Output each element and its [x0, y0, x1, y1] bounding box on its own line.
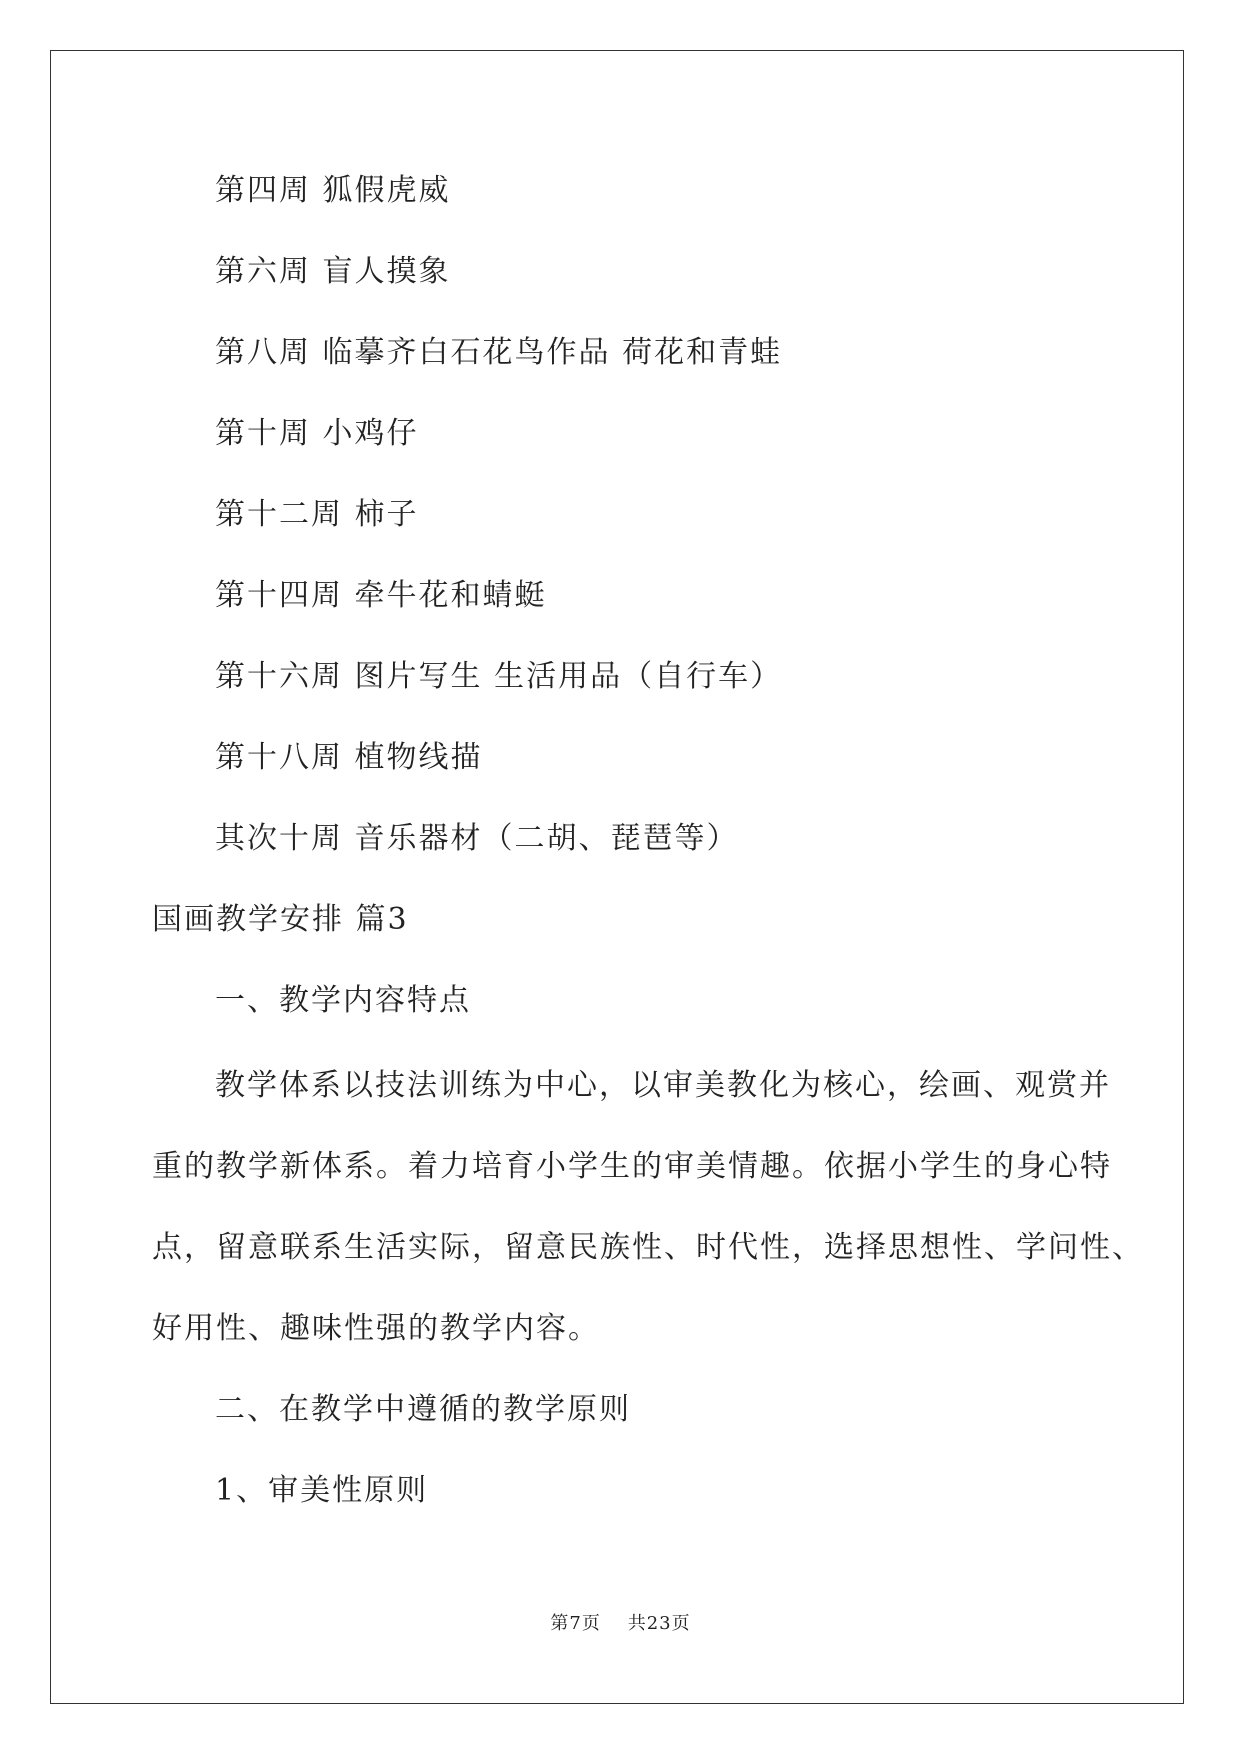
week4-schedule-line: 第四周 狐假虎威 — [215, 173, 451, 208]
paragraph-line-2: 重的教学新体系。着力培育小学生的审美情趣。依据小学生的身心特 — [152, 1149, 1112, 1184]
paragraph-line-1: 教学体系以技法训练为中心，以审美教化为核心，绘画、观赏并 — [215, 1068, 1111, 1103]
page-border — [50, 50, 1184, 1704]
subheading-content-features: 一、教学内容特点 — [215, 983, 471, 1018]
principle-item-1: 1、审美性原则 — [215, 1473, 429, 1508]
paragraph-line-3: 点，留意联系生活实际，留意民族性、时代性，选择思想性、学问性、 — [152, 1230, 1144, 1265]
paragraph-line-4: 好用性、趣味性强的教学内容。 — [152, 1311, 600, 1346]
subheading-teaching-principles: 二、在教学中遵循的教学原则 — [215, 1392, 631, 1427]
week14-schedule-line: 第十四周 牵牛花和蜻蜓 — [215, 578, 547, 613]
week20-schedule-line: 其次十周 音乐器材（二胡、琵琶等） — [215, 821, 739, 856]
page-footer — [0, 1615, 1241, 1633]
week8-schedule-line: 第八周 临摹齐白石花鸟作品 荷花和青蛙 — [215, 335, 783, 370]
week16-schedule-line: 第十六周 图片写生 生活用品（自行车） — [215, 659, 783, 694]
week18-schedule-line: 第十八周 植物线描 — [215, 740, 483, 775]
page-number: 第7页 — [550, 1613, 601, 1634]
week12-schedule-line: 第十二周 柿子 — [215, 497, 419, 532]
week10-schedule-line: 第十周 小鸡仔 — [215, 416, 419, 451]
section-heading: 国画教学安排 篇3 — [152, 902, 409, 937]
week6-schedule-line: 第六周 盲人摸象 — [215, 254, 451, 289]
page-total: 共23页 — [627, 1613, 691, 1634]
